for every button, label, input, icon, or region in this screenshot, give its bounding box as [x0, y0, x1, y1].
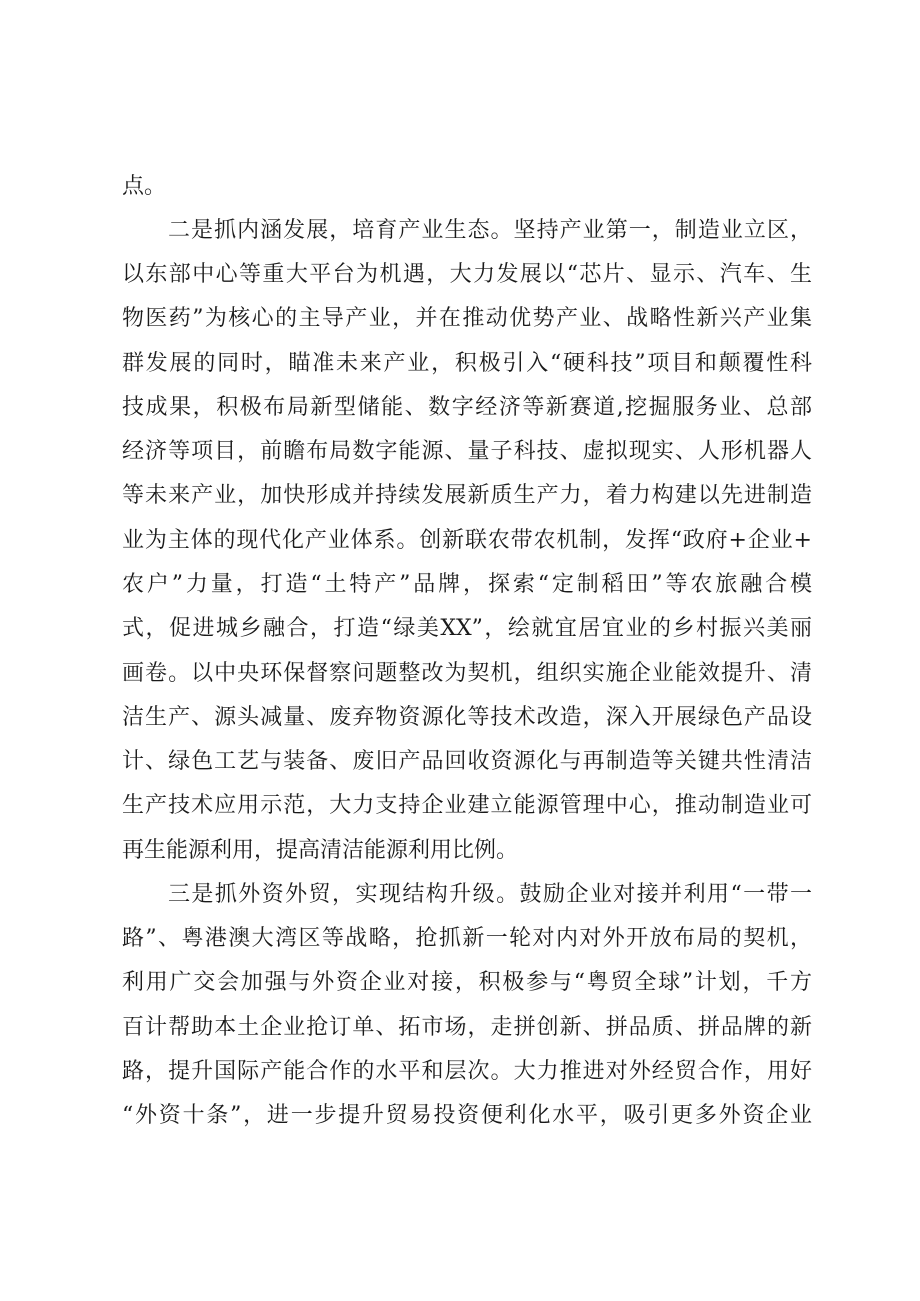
- paragraph-line: “外资十条”，进一步提升贸易投资便利化水平，吸引更多外资企业: [122, 1103, 812, 1128]
- paragraph-line: 点。: [122, 174, 167, 199]
- paragraph-line: 利用广交会加强与外资企业对接，积极参与“粤贸全球”计划，千方: [122, 970, 812, 995]
- paragraph-line: 农户”力量，打造“土特产”品牌，探索“定制稻田”等农旅融合模: [122, 572, 812, 597]
- paragraph-line: 百计帮助本土企业抢订单、拓市场，走拼创新、拼品质、拼品牌的新: [122, 1015, 812, 1040]
- paragraph-line: 式，促进城乡融合，打造“绿美XX”，绘就宜居宜业的乡村振兴美丽: [122, 616, 812, 641]
- paragraph-line: 生产技术应用示范，大力支持企业建立能源管理中心，推动制造业可: [122, 793, 812, 818]
- paragraph-line: 路”、粤港澳大湾区等战略，抢抓新一轮对内对外开放布局的契机，: [122, 926, 812, 951]
- paragraph-line: 物医药”为核心的主导产业，并在推动优势产业、战略性新兴产业集: [122, 306, 812, 331]
- paragraph-line: 等未来产业，加快形成并持续发展新质生产力，着力构建以先进制造: [122, 483, 812, 508]
- paragraph-line: 画卷。以中央环保督察问题整改为契机，组织实施企业能效提升、清: [122, 661, 812, 686]
- paragraph-line: 经济等项目，前瞻布局数字能源、量子科技、虚拟现实、人形机器人: [122, 439, 812, 464]
- paragraph-line: 计、绿色工艺与装备、废旧产品回收资源化与再制造等关键共性清洁: [122, 749, 812, 774]
- paragraph-line: 路，提升国际产能合作的水平和层次。大力推进对外经贸合作，用好: [122, 1059, 812, 1084]
- paragraph-line: 再生能源利用，提高清洁能源利用比例。: [122, 838, 519, 863]
- paragraph-line: 二是抓内涵发展，培育产业生态。坚持产业第一，制造业立区，: [168, 218, 812, 243]
- paragraph-line: 技成果，积极布局新型储能、数字经济等新赛道,挖掘服务业、总部: [122, 395, 812, 420]
- paragraph-line: 三是抓外资外贸，实现结构升级。鼓励企业对接并利用“一带一: [168, 882, 812, 907]
- paragraph-line: 业为主体的现代化产业体系。创新联农带农机制，发挥“政府+企业+: [122, 528, 812, 553]
- paragraph-line: 群发展的同时，瞄准未来产业，积极引入“硬科技”项目和颠覆性科: [122, 351, 812, 376]
- paragraph-line: 洁生产、源头减量、废弃物资源化等技术改造，深入开展绿色产品设: [122, 705, 812, 730]
- paragraph-line: 以东部中心等重大平台为机遇，大力发展以“芯片、显示、汽车、生: [122, 262, 812, 287]
